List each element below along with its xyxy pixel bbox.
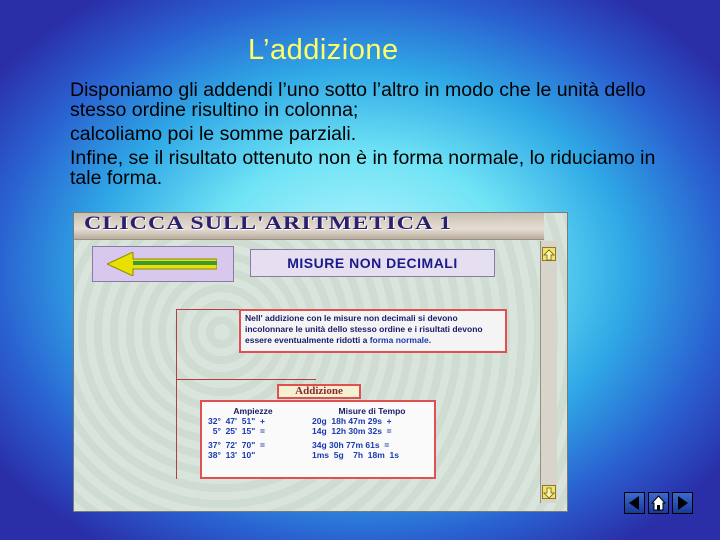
table-cell: 32° 47' 51" + [208,416,265,426]
prev-slide-button[interactable] [624,492,645,514]
prev-arrow-icon [625,493,644,513]
down-arrow-icon [543,487,555,499]
table-cell: 34g 30h 77m 61s = [312,440,390,450]
addition-table [200,400,436,479]
table-cell: 14g 12h 30m 32s = [312,426,392,436]
scroll-down-button[interactable] [542,485,556,499]
up-arrow-icon [543,249,555,261]
screenshot-banner [74,213,544,240]
next-arrow-icon [673,493,692,513]
subtitle-box [250,249,495,277]
slide-title: L’addizione [248,34,399,66]
connector-line [176,309,239,310]
info-text: Nell' addizione con le misure non decimali si devono incolonnare le unità dello stesso ordine e i risultati devono essere eventualmente ridotti a [245,313,483,345]
paragraph-2: calcoliamo poi le somme parziali. [70,123,357,145]
info-link[interactable]: forma normale [369,335,429,345]
home-button[interactable] [648,492,669,514]
col-header: Misure di Tempo [338,406,406,416]
table-col-angles [208,406,298,460]
table-cell: 1ms 5g 7h 18m 1s [312,450,399,460]
table-cell: 5° 25' 15" = [208,426,265,436]
table-cell: 37° 72' 70" = [208,440,265,450]
table-col-times [312,406,432,460]
subtitle-text: MISURE NON DECIMALI [287,255,458,271]
slide-body [70,80,670,192]
info-text-end: . [428,335,432,345]
connector-line [176,309,177,479]
table-cell: 20g 18h 47m 29s + [312,416,392,426]
left-arrow-icon [107,252,217,276]
scroll-up-button[interactable] [542,247,556,261]
paragraph-3: Infine, se il risultato ottenuto non è in forma normale, lo riduciamo in tale forma. [70,147,656,189]
embedded-screenshot [73,212,568,512]
col-header: Ampiezze [233,406,273,416]
info-box [239,309,507,353]
paragraph-1: Disponiamo gli addendi l’uno sotto l’altro in modo che le unità dello stesso ordine risultino in colonna; [70,79,646,121]
section-label: Addizione [277,384,361,399]
table-cell: 38° 13' 10" [208,450,256,460]
back-arrow-button[interactable] [92,246,234,282]
banner-text: CLICCA SULL'ARITMETICA 1 [84,213,453,234]
scrollbar[interactable] [540,241,557,503]
home-icon [649,493,668,513]
next-slide-button[interactable] [672,492,693,514]
connector-line [176,379,316,380]
